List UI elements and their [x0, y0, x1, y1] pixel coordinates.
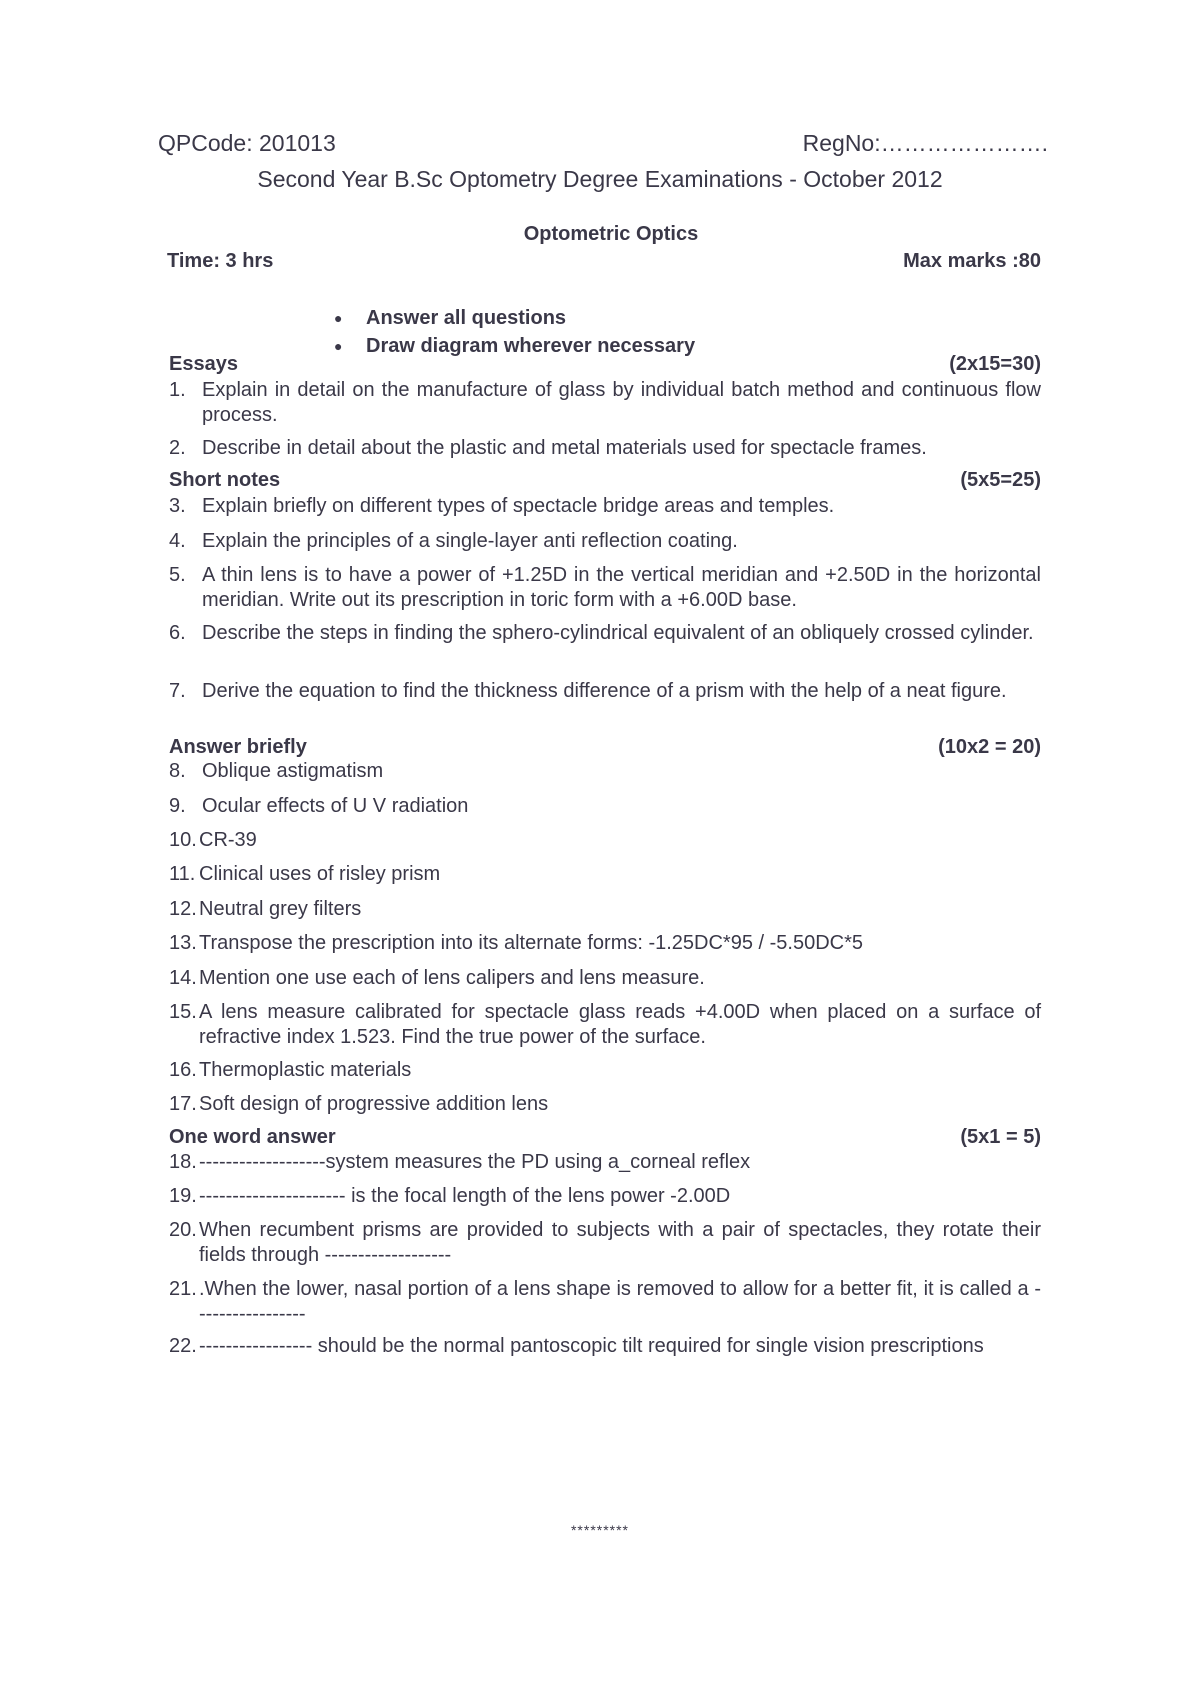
instruction-item: ● Draw diagram wherever necessary [334, 332, 695, 360]
section-heading-answer-briefly: Answer briefly (10x2 = 20) [169, 736, 1041, 758]
reg-no: RegNo:…………………. [802, 130, 1048, 156]
exam-title: Second Year B.Sc Optometry Degree Examinations - October 2012 [257, 166, 943, 192]
question-item: 9. Ocular effects of U V radiation [169, 795, 469, 817]
time-allowed: Time: 3 hrs [167, 250, 274, 272]
question-item: 2. Describe in detail about the plastic and metal materials used for spectacle frames. [169, 437, 927, 459]
section-marks: (5x5=25) [960, 469, 1041, 491]
question-item: 13. Transpose the prescription into its alternate forms: -1.25DC*95 / -5.50DC*5 [169, 932, 864, 954]
question-item: 12. Neutral grey filters [169, 898, 362, 920]
end-of-paper-mark: ********* [570, 1522, 630, 1538]
instructions-list [334, 304, 695, 360]
question-item: 22. ----------------- should be the normal pantoscopic tilt required for single vision prescriptions [169, 1335, 984, 1357]
section-heading-one-word: One word answer (5x1 = 5) [169, 1126, 1041, 1148]
question-item: 3. Explain briefly on different types of spectacle bridge areas and temples. [169, 495, 835, 517]
section-heading-essays: Essays (2x15=30) [169, 353, 1041, 375]
question-item: 4. Explain the principles of a single-layer anti reflection coating. [169, 530, 738, 552]
max-marks: Max marks :80 [903, 250, 1041, 272]
section-marks: (10x2 = 20) [938, 736, 1041, 758]
question-item: 16. Thermoplastic materials [169, 1059, 412, 1081]
qp-code: QPCode: 201013 [158, 130, 336, 156]
question-item: 8. Oblique astigmatism [169, 760, 384, 782]
question-item: 10. CR-39 [169, 829, 257, 851]
question-item: 5. A thin lens is to have a power of +1.25D in the vertical meridian and +2.50D in the horizontal meridian. Write out its prescription in toric form with a +6.00D base. [169, 564, 1041, 611]
section-heading-short-notes: Short notes (5x5=25) [169, 469, 1041, 491]
question-item: 15. A lens measure calibrated for spectacle glass reads +4.00D when placed on a surface of refractive index 1.523. Find the true power of the surface. [169, 1001, 1041, 1048]
bullet-icon: ● [334, 310, 343, 326]
question-item: 19. ---------------------- is the focal length of the lens power -2.00D [169, 1185, 731, 1207]
question-item: 6. Describe the steps in finding the sphero-cylindrical equivalent of an obliquely crossed cylinder. [169, 622, 1034, 644]
question-item: 7. Derive the equation to find the thickness difference of a prism with the help of a neat figure. [169, 680, 1007, 702]
bullet-icon: ● [334, 338, 343, 354]
question-item: 20. When recumbent prisms are provided to subjects with a pair of spectacles, they rotate their fields through ------------------- [169, 1219, 1041, 1266]
question-item: 17. Soft design of progressive addition lens [169, 1093, 549, 1115]
subject-title: Optometric Optics [523, 223, 699, 245]
instruction-item: ● Answer all questions [334, 304, 695, 332]
question-item: 11. Clinical uses of risley prism [169, 863, 441, 885]
question-item: 18. -------------------system measures the PD using a_corneal reflex [169, 1151, 751, 1173]
question-item: 21. .When the lower, nasal portion of a lens shape is removed to allow for a better fit, it is called a ----------------- [169, 1278, 1041, 1325]
paper-header [158, 130, 1048, 164]
section-marks: (5x1 = 5) [960, 1126, 1041, 1148]
question-item: 14. Mention one use each of lens calipers and lens measure. [169, 967, 705, 989]
section-marks: (2x15=30) [949, 353, 1041, 375]
question-item: 1. Explain in detail on the manufacture of glass by individual batch method and continuous flow process. [169, 379, 1041, 426]
